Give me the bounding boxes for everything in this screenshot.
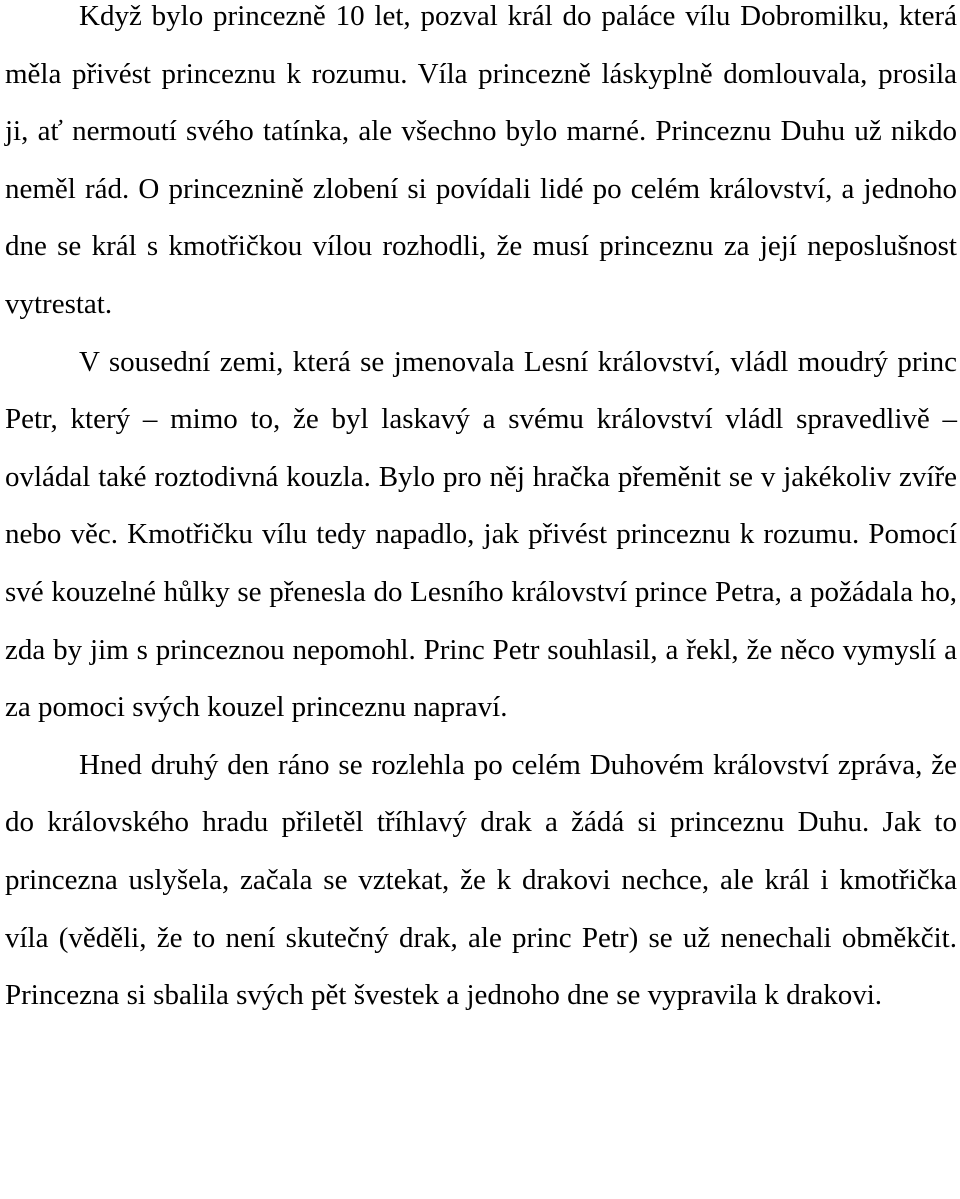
- paragraph-prince-petr: V sousední zemi, která se jmenovala Lesní království, vládl moudrý princ Petr, který – mimo to, že byl laskavý a svému království vládl spravedlivě – ovládal také roztodivná kouzla. Bylo pro něj hračka přeměnit se v jakékoliv zvíře nebo věc. Kmotřičku vílu tedy napadlo, jak přivést princeznu k rozumu. Pomocí své kouzelné hůlky se přenesla do Lesního království prince Petra, a požádala ho, zda by jim s princeznou nepomohl. Princ Petr souhlasil, a řekl, že něco vymyslí a za pomoci svých kouzel princeznu napraví.: [5, 345, 957, 724]
- paragraph-king-invites-fairy: Když bylo princezně 10 let, pozval král do paláce vílu Dobromilku, která měla přivést princeznu k rozumu. Víla princezně láskyplně domlouvala, prosila ji, ať nermoutí svého tatínka, ale všechno bylo marné. Princeznu Duhu už nikdo neměl rád. O princeznině zlobení si povídali lidé po celém království, a jednoho dne se král s kmotřičkou vílou rozhodli, že musí princeznu za její neposlušnost vytrestat.: [5, 0, 957, 320]
- paragraph-dragon-news: Hned druhý den ráno se rozlehla po celém Duhovém království zpráva, že do královského hradu přiletěl tříhlavý drak a žádá si princeznu Duhu. Jak to princezna uslyšela, začala se vztekat, že k drakovi nechce, ale král i kmotřička víla (věděli, že to není skutečný drak, ale princ Petr) se už nenechali obměkčit. Princezna si sbalila svých pět švestek a jednoho dne se vypravila k drakovi.: [5, 748, 957, 1012]
- document-page: [5, 0, 957, 1025]
